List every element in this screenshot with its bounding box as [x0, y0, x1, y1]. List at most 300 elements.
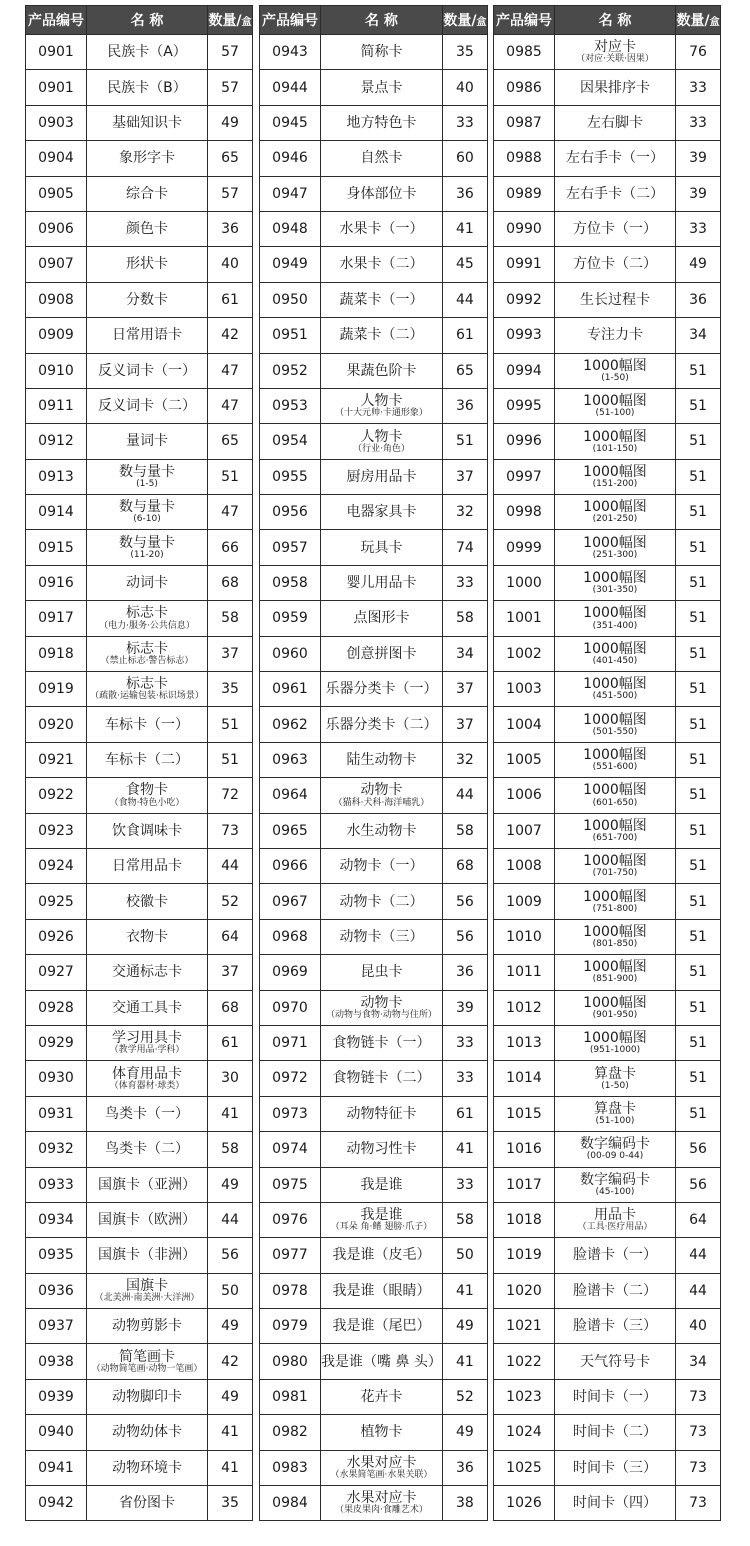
- table-row: [260, 282, 488, 317]
- product-name-cell: [87, 1379, 208, 1414]
- product-code: 0908: [26, 282, 87, 317]
- product-code: 0992: [494, 282, 555, 317]
- product-code: 0932: [26, 1132, 87, 1167]
- product-code: 0921: [26, 742, 87, 777]
- product-name: 我是谁（尾巴）: [332, 1318, 431, 1335]
- product-code: 0978: [260, 1273, 321, 1308]
- product-name: 动物习性卡: [346, 1141, 417, 1158]
- product-code: 1022: [494, 1344, 555, 1379]
- table-row: [494, 848, 721, 883]
- product-name-cell: [321, 742, 443, 777]
- product-quantity: 66: [208, 530, 253, 565]
- table-row: [494, 1132, 721, 1167]
- product-quantity: 44: [676, 1273, 721, 1308]
- table-row: [260, 1450, 488, 1485]
- product-name-cell: [321, 211, 443, 246]
- product-name-note: （行业·角色）: [353, 443, 410, 454]
- product-name-cell: [87, 955, 208, 990]
- product-name-cell: [87, 778, 208, 813]
- product-name: 基础知识卡: [112, 114, 182, 131]
- product-quantity: 51: [676, 884, 721, 919]
- product-code: 0994: [494, 353, 555, 388]
- product-name: 地方特色卡: [346, 114, 417, 131]
- product-name: 标志卡: [126, 640, 168, 657]
- product-name-cell: [321, 707, 443, 742]
- product-name: 数与量卡: [119, 463, 175, 480]
- table-row: [26, 848, 253, 883]
- product-name-cell: [87, 388, 208, 423]
- product-table-2: [259, 5, 488, 1521]
- product-name-note: (45-100): [595, 1186, 635, 1197]
- product-name: 对应卡: [594, 39, 636, 56]
- product-code: 1016: [494, 1132, 555, 1167]
- table-row: [26, 1273, 253, 1308]
- product-quantity: 51: [208, 742, 253, 777]
- product-name-cell: [555, 742, 676, 777]
- product-quantity: 73: [676, 1415, 721, 1450]
- product-name-cell: [321, 636, 443, 671]
- product-name-cell: [87, 1167, 208, 1202]
- table-row: [26, 141, 253, 176]
- product-name: 动物幼体卡: [112, 1424, 182, 1441]
- product-quantity: 51: [676, 919, 721, 954]
- product-code: 0906: [26, 211, 87, 246]
- product-code: 0929: [26, 1025, 87, 1060]
- product-quantity: 33: [442, 1167, 487, 1202]
- table-row: [26, 105, 253, 140]
- product-name-cell: [87, 707, 208, 742]
- product-code: 0919: [26, 672, 87, 707]
- product-quantity: 47: [208, 353, 253, 388]
- product-quantity: 33: [676, 105, 721, 140]
- product-code: 1008: [494, 848, 555, 883]
- product-name-cell: [87, 565, 208, 600]
- product-name: 算盘卡: [594, 1100, 636, 1117]
- product-name-note: (501-550): [592, 726, 638, 737]
- product-quantity: 39: [676, 141, 721, 176]
- product-code: 0926: [26, 919, 87, 954]
- product-quantity: 41: [208, 1450, 253, 1485]
- product-name: 自然卡: [360, 150, 403, 167]
- product-name-note: (451-500): [592, 691, 638, 702]
- table-row: [494, 424, 721, 459]
- table-row: [26, 813, 253, 848]
- product-name-cell: [87, 1061, 208, 1096]
- product-name-note: （疏散·运输包装·标识场景）: [90, 691, 204, 702]
- product-code: 0977: [260, 1238, 321, 1273]
- table-row: [260, 1061, 488, 1096]
- product-name-cell: [555, 672, 676, 707]
- product-code: 1020: [494, 1273, 555, 1308]
- product-name-cell: [321, 495, 443, 530]
- product-name: 食物卡: [126, 782, 168, 799]
- product-name: 左右手卡（二）: [566, 185, 664, 202]
- header-name: 名 称: [321, 6, 443, 35]
- product-quantity: 51: [676, 955, 721, 990]
- product-code: 0982: [260, 1415, 321, 1450]
- product-name: 创意拼图卡: [346, 645, 417, 662]
- product-name-cell: [555, 565, 676, 600]
- product-code: 0997: [494, 459, 555, 494]
- product-name-note: （体育器材·球类）: [109, 1080, 185, 1091]
- product-name-note: (401-450): [592, 655, 638, 666]
- product-quantity: 42: [208, 318, 253, 353]
- product-name-cell: [555, 707, 676, 742]
- product-code: 0923: [26, 813, 87, 848]
- product-quantity: 72: [208, 778, 253, 813]
- product-name-cell: [87, 1202, 208, 1237]
- product-name: 乐器分类卡（一）: [325, 681, 438, 698]
- product-name: 昆虫卡: [360, 964, 403, 981]
- product-code: 0987: [494, 105, 555, 140]
- product-name-cell: [555, 813, 676, 848]
- product-name-note: （电力·服务·公共信息）: [99, 620, 195, 631]
- table-row: [494, 1379, 721, 1414]
- product-code: 0938: [26, 1344, 87, 1379]
- product-name-note: (951-1000): [589, 1045, 641, 1056]
- table-row: [260, 141, 488, 176]
- product-name: 分数卡: [126, 291, 168, 308]
- product-name: 蔬菜卡（二）: [339, 327, 424, 344]
- product-code: 0905: [26, 176, 87, 211]
- table-row: [494, 1238, 721, 1273]
- product-name: 婴儿用品卡: [346, 575, 417, 591]
- product-code: 0903: [26, 105, 87, 140]
- product-quantity: 51: [676, 353, 721, 388]
- product-code: 0995: [494, 388, 555, 423]
- product-name-cell: [555, 601, 676, 636]
- product-name-note: (651-700): [592, 832, 638, 843]
- product-code: 1018: [494, 1202, 555, 1237]
- product-name: 天气符号卡: [580, 1353, 650, 1370]
- product-code: 1003: [494, 672, 555, 707]
- product-name-cell: [321, 778, 443, 813]
- product-quantity: 51: [676, 778, 721, 813]
- product-name: 时间卡（三）: [573, 1459, 657, 1476]
- product-name-cell: [87, 919, 208, 954]
- product-name: 1000幅图: [583, 817, 647, 834]
- table-row: [26, 211, 253, 246]
- product-name-cell: [555, 318, 676, 353]
- product-name-cell: [87, 1238, 208, 1273]
- product-quantity: 58: [442, 601, 487, 636]
- product-code: 0984: [260, 1486, 321, 1521]
- table-row: [494, 813, 721, 848]
- header-row: [494, 6, 721, 35]
- product-name-cell: [87, 530, 208, 565]
- product-name-note: （北美洲·南美洲·大洋洲）: [94, 1292, 200, 1303]
- product-quantity: 76: [676, 35, 721, 70]
- product-name: 我是谁: [360, 1207, 403, 1224]
- product-name: 数字编码卡: [580, 1171, 650, 1188]
- product-name-note: (51-100): [595, 1116, 635, 1127]
- product-quantity: 51: [676, 636, 721, 671]
- table-row: [260, 742, 488, 777]
- product-quantity: 33: [676, 211, 721, 246]
- product-quantity: 41: [442, 1273, 487, 1308]
- table-row: [494, 495, 721, 530]
- table-row: [260, 636, 488, 671]
- product-name-cell: [87, 70, 208, 105]
- table-row: [260, 1202, 488, 1237]
- product-quantity: 41: [208, 1096, 253, 1131]
- product-name-cell: [555, 1238, 676, 1273]
- product-quantity: 33: [442, 1061, 487, 1096]
- product-code: 0999: [494, 530, 555, 565]
- product-name: 脸谱卡（三）: [573, 1318, 657, 1335]
- product-name-cell: [87, 672, 208, 707]
- product-name-cell: [87, 1025, 208, 1060]
- product-quantity: 35: [442, 35, 487, 70]
- product-name-cell: [87, 813, 208, 848]
- product-name: 动物卡: [360, 994, 403, 1011]
- product-name-cell: [555, 1379, 676, 1414]
- product-code: 0966: [260, 848, 321, 883]
- product-code: 0983: [260, 1450, 321, 1485]
- product-quantity: 51: [676, 813, 721, 848]
- table-row: [260, 211, 488, 246]
- product-name: 动物卡（二）: [339, 893, 424, 910]
- product-code: 0913: [26, 459, 87, 494]
- product-name-cell: [555, 70, 676, 105]
- product-quantity: 56: [676, 1132, 721, 1167]
- product-name-note: (251-300): [592, 549, 638, 560]
- product-name-cell: [321, 282, 443, 317]
- product-name-cell: [321, 1273, 443, 1308]
- table-row: [494, 672, 721, 707]
- product-name-note: （动物简笔画·动物一笔画）: [91, 1363, 203, 1374]
- product-quantity: 58: [442, 1202, 487, 1237]
- product-name: 水生动物卡: [346, 822, 417, 839]
- product-code: 0962: [260, 707, 321, 742]
- product-name: 我是谁: [360, 1176, 403, 1193]
- product-code: 0970: [260, 990, 321, 1025]
- product-code: 0930: [26, 1061, 87, 1096]
- product-name-cell: [555, 105, 676, 140]
- product-name-cell: [555, 1202, 676, 1237]
- table-row: [494, 35, 721, 70]
- product-name-note: （对应·关联·因果）: [576, 54, 654, 65]
- table-row: [260, 495, 488, 530]
- header-qty: [676, 6, 721, 35]
- product-code: 0928: [26, 990, 87, 1025]
- product-name: 1000幅图: [583, 463, 647, 480]
- product-name: 交通标志卡: [112, 964, 182, 981]
- product-name: 果蔬色阶卡: [346, 362, 417, 379]
- product-code: 0936: [26, 1273, 87, 1308]
- product-quantity: 51: [676, 601, 721, 636]
- product-code: 1001: [494, 601, 555, 636]
- product-code: 0963: [260, 742, 321, 777]
- product-name-cell: [555, 282, 676, 317]
- product-quantity: 39: [442, 990, 487, 1025]
- product-name-cell: [321, 1132, 443, 1167]
- product-name-cell: [555, 424, 676, 459]
- product-code: 1025: [494, 1450, 555, 1485]
- product-name-cell: [87, 1273, 208, 1308]
- product-quantity: 36: [442, 1450, 487, 1485]
- product-quantity: 58: [208, 601, 253, 636]
- product-code: 1023: [494, 1379, 555, 1414]
- table-row: [26, 1061, 253, 1096]
- product-code: 0993: [494, 318, 555, 353]
- product-name: 食物链卡（二）: [332, 1070, 431, 1087]
- product-quantity: 30: [208, 1061, 253, 1096]
- table-row: [260, 530, 488, 565]
- product-name-cell: [87, 459, 208, 494]
- product-code: 1014: [494, 1061, 555, 1096]
- product-name-note: （果皮果肉·食雕艺术）: [335, 1505, 428, 1516]
- product-name-note: (51-100): [595, 408, 635, 419]
- table-row: [26, 70, 253, 105]
- product-name: 数与量卡: [119, 534, 175, 551]
- product-code: 0980: [260, 1344, 321, 1379]
- product-name-cell: [87, 176, 208, 211]
- product-quantity: 33: [442, 105, 487, 140]
- product-name-cell: [87, 424, 208, 459]
- product-name: 专注力卡: [587, 327, 643, 344]
- product-code: 0985: [494, 35, 555, 70]
- product-quantity: 36: [208, 211, 253, 246]
- product-code: 0968: [260, 919, 321, 954]
- product-code: 0973: [260, 1096, 321, 1131]
- product-name-cell: [321, 1238, 443, 1273]
- product-quantity: 73: [676, 1379, 721, 1414]
- product-name-cell: [555, 1415, 676, 1450]
- product-name: 反义词卡（二）: [98, 398, 196, 415]
- product-quantity: 41: [442, 1344, 487, 1379]
- product-name: 身体部位卡: [346, 185, 417, 202]
- product-code: 0943: [260, 35, 321, 70]
- product-quantity: 40: [208, 247, 253, 282]
- product-name: 因果排序卡: [580, 79, 650, 96]
- product-name: 生长过程卡: [580, 291, 650, 308]
- product-quantity: 51: [676, 424, 721, 459]
- product-code: 0933: [26, 1167, 87, 1202]
- product-quantity: 44: [208, 848, 253, 883]
- product-name: 左右手卡（一）: [566, 150, 664, 167]
- table-row: [260, 1096, 488, 1131]
- product-quantity: 49: [208, 1167, 253, 1202]
- product-quantity: 51: [676, 707, 721, 742]
- product-quantity: 44: [442, 778, 487, 813]
- product-quantity: 61: [208, 1025, 253, 1060]
- product-code: 0912: [26, 424, 87, 459]
- table-row: [26, 530, 253, 565]
- product-quantity: 56: [442, 919, 487, 954]
- table-row: [26, 388, 253, 423]
- product-name-cell: [555, 778, 676, 813]
- header-qty-unit: 盒: [709, 17, 720, 28]
- table-row: [260, 919, 488, 954]
- product-name-cell: [321, 176, 443, 211]
- product-name: 1000幅图: [583, 676, 647, 693]
- product-name: 方位卡（二）: [573, 256, 657, 273]
- table-row: [494, 1096, 721, 1131]
- table-row: [26, 318, 253, 353]
- product-code: 1017: [494, 1167, 555, 1202]
- product-quantity: 41: [442, 1132, 487, 1167]
- product-code: 0991: [494, 247, 555, 282]
- product-code: 0979: [260, 1309, 321, 1344]
- product-quantity: 37: [442, 459, 487, 494]
- table-row: [260, 1309, 488, 1344]
- table-row: [260, 848, 488, 883]
- product-name: 简称卡: [360, 44, 403, 61]
- product-name: 我是谁（眼睛）: [332, 1282, 431, 1299]
- product-quantity: 51: [676, 742, 721, 777]
- product-name-cell: [321, 884, 443, 919]
- product-code: 0918: [26, 636, 87, 671]
- product-name: 1000幅图: [583, 782, 647, 799]
- product-code: 0925: [26, 884, 87, 919]
- product-name-note: （水果简笔画·水果关联）: [330, 1469, 433, 1480]
- product-code: 0945: [260, 105, 321, 140]
- product-quantity: 32: [442, 495, 487, 530]
- product-code: 1002: [494, 636, 555, 671]
- product-code: 1026: [494, 1486, 555, 1521]
- product-name-note: （耳朵 角·鳍 翅膀·爪子）: [330, 1222, 433, 1233]
- table-row: [26, 1450, 253, 1485]
- product-quantity: 58: [208, 1132, 253, 1167]
- product-name: 鸟类卡（二）: [105, 1141, 189, 1158]
- product-quantity: 49: [208, 1309, 253, 1344]
- product-name-cell: [555, 247, 676, 282]
- product-name-cell: [87, 601, 208, 636]
- table-row: [260, 176, 488, 211]
- product-quantity: 44: [442, 282, 487, 317]
- table-row: [26, 495, 253, 530]
- product-quantity: 49: [208, 1379, 253, 1414]
- product-code: 0927: [26, 955, 87, 990]
- product-quantity: 49: [442, 1309, 487, 1344]
- table-row: [26, 1486, 253, 1521]
- product-code: 1013: [494, 1025, 555, 1060]
- product-quantity: 56: [676, 1167, 721, 1202]
- product-name-cell: [555, 495, 676, 530]
- product-name: 标志卡: [126, 605, 168, 622]
- product-code: 0975: [260, 1167, 321, 1202]
- product-name: 左右脚卡: [587, 114, 643, 131]
- table-row: [26, 1096, 253, 1131]
- product-name-cell: [555, 990, 676, 1025]
- product-quantity: 56: [442, 884, 487, 919]
- product-code: 0950: [260, 282, 321, 317]
- product-name-cell: [555, 1096, 676, 1131]
- product-name: 点图形卡: [353, 610, 410, 627]
- product-name-cell: [87, 1132, 208, 1167]
- table-row: [26, 1379, 253, 1414]
- product-name-cell: [321, 1025, 443, 1060]
- product-quantity: 37: [442, 707, 487, 742]
- product-name-cell: [87, 318, 208, 353]
- product-name-cell: [321, 1415, 443, 1450]
- product-quantity: 51: [676, 565, 721, 600]
- header-row: [260, 6, 488, 35]
- product-name: 植物卡: [360, 1424, 403, 1441]
- product-name-cell: [321, 1486, 443, 1521]
- product-quantity: 37: [208, 955, 253, 990]
- product-name: 人物卡: [360, 428, 403, 445]
- product-quantity: 61: [208, 282, 253, 317]
- table-row: [26, 1344, 253, 1379]
- product-code: 0981: [260, 1379, 321, 1414]
- product-code: 0931: [26, 1096, 87, 1131]
- table-row: [260, 1415, 488, 1450]
- product-code: 0941: [26, 1450, 87, 1485]
- product-name-cell: [87, 1486, 208, 1521]
- header-qty: [442, 6, 487, 35]
